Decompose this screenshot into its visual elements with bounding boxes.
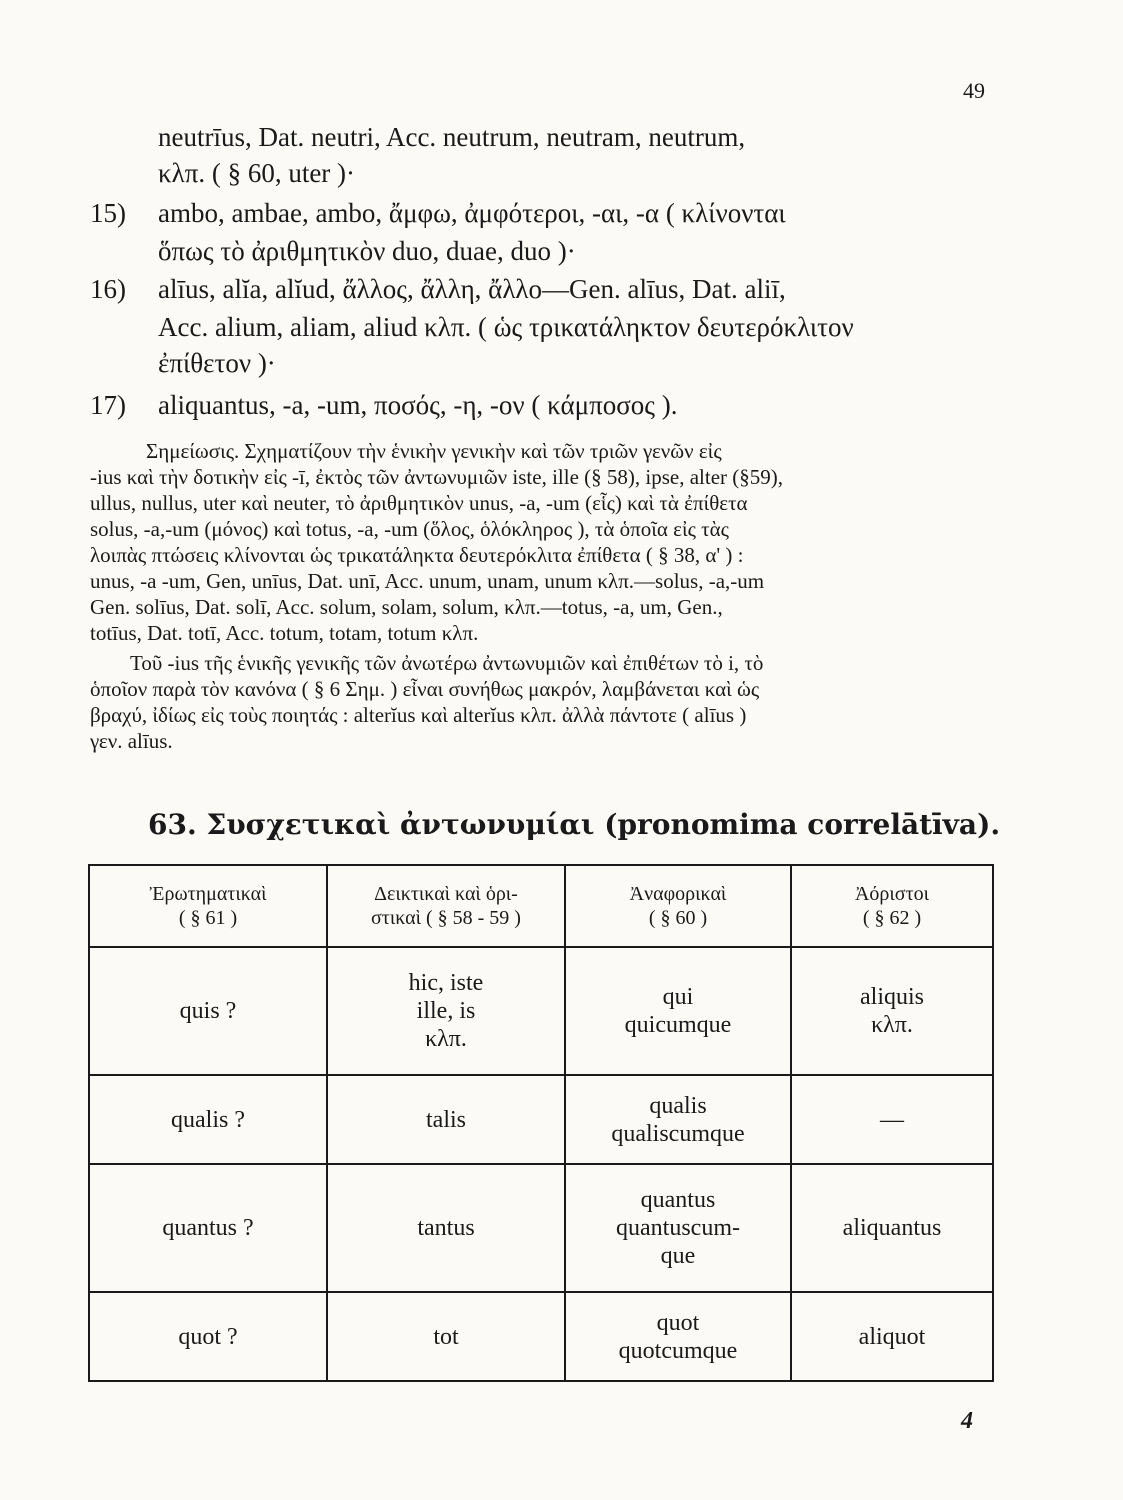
table-cell: aliquis κλπ. <box>791 947 993 1075</box>
note-line: ὁποῖον παρὰ τὸν κανόνα ( § 6 Σημ. ) εἶναι συνήθως μακρόν, λαμβάνεται καὶ ὡς <box>90 677 760 701</box>
list-line: 17) aliquantus, -a, -um, ποσός, -η, -ον ( κάμποσος ). <box>90 390 678 420</box>
note-line: γεν. alīus. <box>90 729 173 753</box>
note-line: βραχύ, ἰδίως εἰς τοὺς ποιητάς : alterĭus καὶ alterĭus κλπ. ἀλλὰ πάντοτε ( alīus ) <box>90 703 747 727</box>
table-cell: quantus quantuscum- que <box>565 1164 791 1292</box>
table-cell: aliquot <box>791 1292 993 1381</box>
table-row <box>89 947 993 1075</box>
note-line: λοιπὰς πτώσεις κλίνονται ὡς τρικατάληκτα δευτερόκλιτα ἐπίθετα ( § 38, α' ) : <box>90 543 744 567</box>
table-cell: qualis qualiscumque <box>565 1075 791 1164</box>
table-cell: quis ? <box>89 947 327 1075</box>
note-line: totīus, Dat. totī, Acc. totum, totam, totum κλπ. <box>90 621 479 645</box>
note-line: Gen. solīus, Dat. solī, Acc. solum, solam, solum, κλπ.—totus, -a, um, Gen., <box>90 595 723 619</box>
table-header-row <box>89 865 993 947</box>
table-cell: qui quicumque <box>565 947 791 1075</box>
list-line: κλπ. ( § 60, uter )· <box>158 158 356 188</box>
table-cell: — <box>791 1075 993 1164</box>
table-row <box>89 1164 993 1292</box>
table-cell: talis <box>327 1075 565 1164</box>
note-line: -ius καὶ τὴν δοτικὴν εἰς -ī, ἐκτὸς τῶν ἀντωνυμιῶν iste, ille (§ 58), ipse, alter (§59), <box>90 465 783 489</box>
list-line: 15) ambo, ambae, ambo, ἄμφω, ἀμφότεροι, -αι, -α ( κλίνονται <box>90 198 786 228</box>
table-row <box>89 1292 993 1381</box>
list-line: neutrīus, Dat. neutri, Acc. neutrum, neutram, neutrum, <box>158 122 746 152</box>
header-demonstrative: Δεικτικαὶ καὶ ὁρι- στικαὶ ( § 58 - 59 ) <box>327 865 565 947</box>
header-interrogative: Ἐρωτηματικαὶ ( § 61 ) <box>89 865 327 947</box>
list-line: ἐπίθετον )· <box>158 348 276 378</box>
signature-mark: 4 <box>961 1408 973 1434</box>
note-line: unus, -a -um, Gen, unīus, Dat. unī, Acc. unum, unam, unum κλπ.—solus, -a,-um <box>90 569 765 593</box>
table-cell: quot quotcumque <box>565 1292 791 1381</box>
page-number: 49 <box>963 78 985 103</box>
note-line: solus, -a,-um (μόνος) καὶ totus, -a, -um (ὅλος, ὁλόκληρος ), τὰ ὁποῖα εἰς τὰς <box>90 517 729 541</box>
note-line: Τοῦ -ius τῆς ἑνικῆς γενικῆς τῶν ἀνωτέρω ἀντωνυμιῶν καὶ ἐπιθέτων τὸ i, τὸ <box>130 651 764 675</box>
note-line: Σημείωσις. Σχηματίζουν τὴν ἑνικὴν γενικὴν καὶ τῶν τριῶν γενῶν εἰς <box>146 439 722 463</box>
table-cell: qualis ? <box>89 1075 327 1164</box>
list-line: 16) alīus, alĭa, alĭud, ἄλλος, ἄλλη, ἄλλο—Gen. alīus, Dat. aliī, <box>90 274 786 304</box>
header-indefinite: Ἀόριστοι ( § 62 ) <box>791 865 993 947</box>
table-cell: quot ? <box>89 1292 327 1381</box>
section-heading: 63. Συσχετικαὶ ἀντωνυμίαι (pronomima correlātīva). <box>148 808 1001 841</box>
table-cell: quantus ? <box>89 1164 327 1292</box>
correlative-pronouns-table <box>88 864 994 1382</box>
list-line: Acc. alium, aliam, aliud κλπ. ( ὡς τρικατάληκτον δευτερόκλιτον <box>158 312 854 342</box>
header-relative: Ἀναφορικαὶ ( § 60 ) <box>565 865 791 947</box>
table-cell: hic, iste ille, is κλπ. <box>327 947 565 1075</box>
note-line: ullus, nullus, uter καὶ neuter, τὸ ἀριθμητικὸν unus, -a, -um (εἷς) καὶ τὰ ἐπίθετα <box>90 491 748 515</box>
table-cell: tantus <box>327 1164 565 1292</box>
list-line: ὅπως τὸ ἀριθμητικὸν duo, duae, duo )· <box>158 236 576 266</box>
table-cell: tot <box>327 1292 565 1381</box>
table-cell: aliquantus <box>791 1164 993 1292</box>
table-row <box>89 1075 993 1164</box>
